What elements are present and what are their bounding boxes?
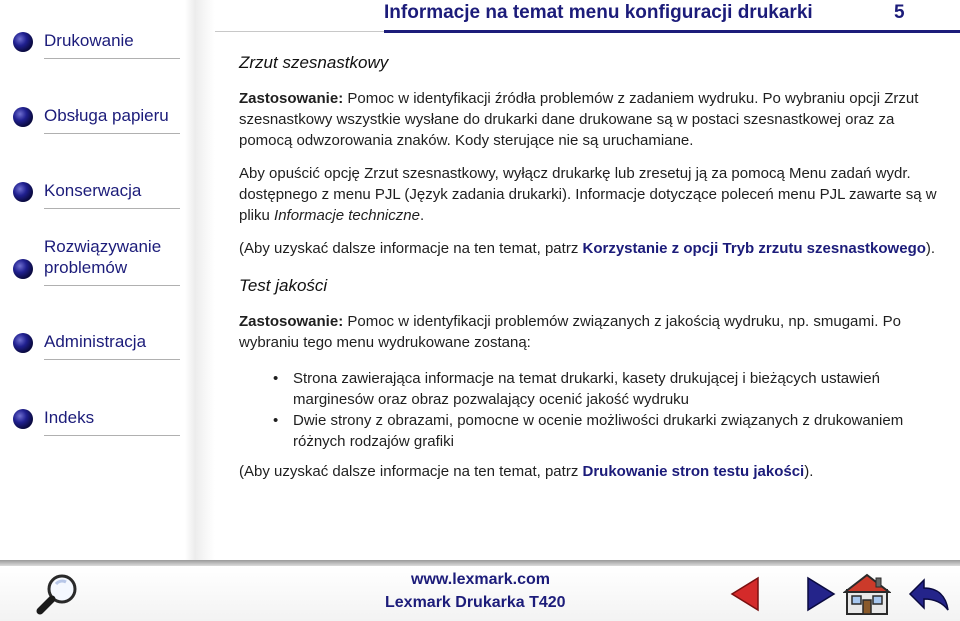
divider xyxy=(44,133,180,134)
sphere-bullet-icon xyxy=(12,332,34,354)
list-item-text: Dwie strony z obrazami, pomocne w ocenie możliwości drukarki związanych z drukowaniem różnych rodzajów grafiki xyxy=(293,412,904,450)
footer-url: www.lexmark.com xyxy=(411,571,551,588)
bullet-mark: • xyxy=(273,412,279,429)
punctuation: ). xyxy=(925,240,936,257)
paragraph-text: Aby opuścić opcję Zrzut szesnastkowy, wyłącz drukarkę lub zresetuj ją za pomocą Menu zadań wydr. dostępnego z menu PJL (Język zadania drukarki). Informacje dotyczące poleceń menu PJL zawarte są w pliku xyxy=(239,165,937,224)
main-content xyxy=(239,50,939,482)
section-title: Test jakości xyxy=(239,276,328,295)
usage-label: Zastosowanie: xyxy=(239,313,344,330)
divider xyxy=(44,359,180,360)
link-hex-trace-mode[interactable]: Korzystanie z opcji Tryb zrzutu szesnastkowego xyxy=(582,240,926,257)
divider xyxy=(44,208,180,209)
sidebar-item-label: Indeks xyxy=(44,408,95,427)
sphere-bullet-icon xyxy=(12,258,34,280)
sphere-bullet-icon xyxy=(12,408,34,430)
paragraph xyxy=(239,238,939,259)
paragraph xyxy=(239,461,939,482)
paragraph xyxy=(239,88,939,151)
list-item xyxy=(239,368,939,410)
usage-label: Zastosowanie: xyxy=(239,90,344,107)
punctuation: . xyxy=(419,207,425,224)
usage-text: Pomoc w identyfikacji źródła problemów z zadaniem wydruku. Po wybraniu opcji Zrzut szesnastkowy wszystkie wysłane do drukarki dane drukowane są w postaci szesnastkowej oraz za pomocą odwzorowania znaków. Kody sterujące nie są uruchamiane. xyxy=(239,90,919,149)
sidebar-item-konserwacja[interactable] xyxy=(12,180,180,203)
sidebar-item-drukowanie[interactable] xyxy=(12,30,180,53)
link-print-quality-test[interactable]: Drukowanie stron testu jakości xyxy=(582,463,805,480)
red-left-arrow-icon[interactable] xyxy=(726,574,766,614)
sphere-bullet-icon xyxy=(12,181,34,203)
list-item xyxy=(239,410,939,452)
sidebar xyxy=(0,0,215,560)
sidebar-item-label: Drukowanie xyxy=(44,31,134,50)
home-icon[interactable] xyxy=(843,572,891,616)
header-divider xyxy=(384,30,960,33)
divider xyxy=(44,285,180,286)
page-title: Informacje na temat menu konfiguracji drukarki xyxy=(384,2,813,23)
sidebar-item-obsluga-papieru[interactable] xyxy=(12,105,180,128)
sidebar-item-label: Obsługa papieru xyxy=(44,106,169,125)
bullet-mark: • xyxy=(273,370,279,387)
paragraph-text: (Aby uzyskać dalsze informacje na ten temat, patrz xyxy=(239,463,583,480)
blue-right-arrow-icon[interactable] xyxy=(800,574,840,614)
header-divider-thin xyxy=(215,31,384,32)
sidebar-item-indeks[interactable] xyxy=(12,407,180,430)
magnifier-icon[interactable] xyxy=(34,572,84,616)
sphere-bullet-icon xyxy=(12,106,34,128)
divider xyxy=(44,435,180,436)
sidebar-item-label: Rozwiązywanie problemów xyxy=(44,237,162,277)
paragraph-text: (Aby uzyskać dalsze informacje na ten temat, patrz xyxy=(239,240,583,257)
sidebar-item-label: Administracja xyxy=(44,332,147,351)
sidebar-item-label: Konserwacja xyxy=(44,181,142,200)
sphere-bullet-icon xyxy=(12,31,34,53)
paragraph xyxy=(239,163,939,226)
paragraph xyxy=(239,311,939,353)
document-reference: Informacje techniczne xyxy=(274,207,420,224)
list-item-text: Strona zawierająca informacje na temat drukarki, kasety drukującej i bieżących ustawień marginesów oraz obraz pozwalający ocenić jakość wydruku xyxy=(293,370,880,408)
usage-text: Pomoc w identyfikacji problemów związanych z jakością wydruku, np. smugami. Po wybraniu tego menu wydrukowane zostaną: xyxy=(239,313,901,351)
page-number: 5 xyxy=(894,2,905,23)
back-arrow-icon[interactable] xyxy=(906,574,952,614)
footer-product-name: Lexmark Drukarka T420 xyxy=(385,594,566,611)
section-title: Zrzut szesnastkowy xyxy=(239,53,389,72)
divider xyxy=(44,58,180,59)
bullet-list xyxy=(239,368,939,452)
sidebar-item-administracja[interactable] xyxy=(12,331,180,354)
punctuation: ). xyxy=(804,463,814,480)
sidebar-item-rozwiazywanie-problemow[interactable] xyxy=(12,236,180,280)
